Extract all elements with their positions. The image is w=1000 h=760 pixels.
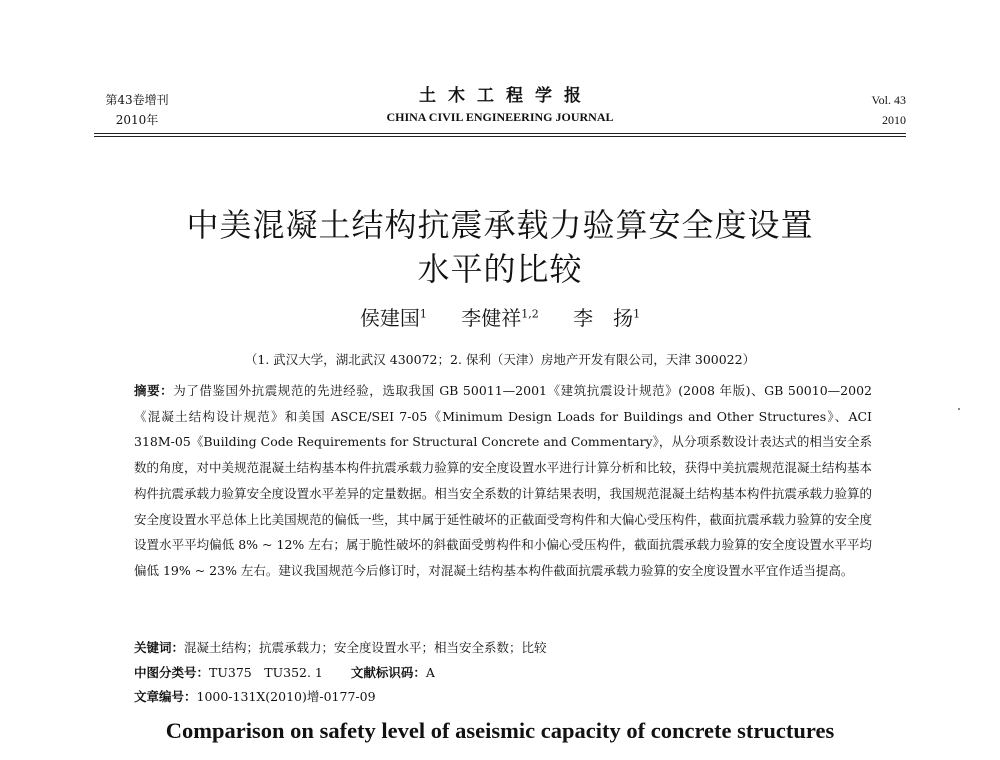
volume-line: 第43卷增刊 — [105, 93, 169, 107]
classification — [134, 663, 435, 683]
author-name: 李健祥 — [461, 306, 522, 330]
header-rule-top — [94, 133, 906, 134]
abstract — [134, 378, 872, 584]
author — [360, 306, 427, 330]
journal-name-cn: 土木工程学报 — [419, 86, 593, 106]
author — [461, 306, 539, 330]
author-list — [0, 302, 1000, 331]
header-rule-bottom — [94, 136, 906, 137]
author-affil-sup: 1,2 — [521, 307, 539, 321]
journal-header — [300, 84, 700, 126]
title-line-2: 水平的比较 — [417, 250, 583, 288]
abstract-label: 摘要： — [134, 383, 174, 398]
article-number — [134, 687, 376, 707]
english-title: Comparison on safety level of aseismic capacity of concrete structures — [165, 718, 835, 743]
keywords-text: 混凝土结构；抗震承载力；安全度设置水平；相当安全系数；比较 — [184, 640, 547, 655]
affiliations: （1. 武汉大学，湖北武汉 430072；2. 保利（天津）房地产开发有限公司，天津 300022） — [244, 352, 756, 367]
abstract-text: 为了借鉴国外抗震规范的先进经验，选取我国 GB 50011—2001《建筑抗震设计规范》(2008 年版)、GB 50010—2002《混凝土结构设计规范》和美国 ASCE/SEI 7-05《Minimum Design Loads for Buildings and Other Structures》、ACI 318M-05《Building Code Requirements for Structural Concrete and Commentary》，从分项系数设计表达式的相当安全系数的角度，对中美规范混凝土结构基本构件抗震承载力验算的安全度设置水平进行计算分析和比较，获得中美抗震规范混凝土结构基本构件抗震承载力验算安全度设置水平差异的定量数据。相当安全系数的计算结果表明，我国规范混凝土结构基本构件抗震承载力验算的安全度设置水平总体上比美国规范的偏低一些，其中属于延性破坏的正截面受弯构件和大偏心受压构件，截面抗震承载力验算的安全度设置水平平均偏低 8% ~ 12% 左右；属于脆性破坏的斜截面受剪构件和小偏心受压构件，截面抗震承载力验算的安全度设置水平平均偏低 19% ~ 23% 左右。建议我国规范今后修订时，对混凝土结构基本构件截面抗震承载力验算的安全度设置水平宜作适当提高。 — [134, 383, 872, 578]
article-number-text: 1000-131X(2010)增-0177-09 — [196, 689, 376, 704]
clc-label: 中图分类号： — [134, 665, 210, 680]
author-affil-sup: 1 — [419, 307, 427, 321]
doc-code: A — [425, 665, 435, 680]
keywords-label: 关键词： — [134, 640, 185, 655]
volume-info — [94, 90, 180, 130]
author-name: 李 扬 — [573, 306, 634, 330]
journal-name-en: CHINA CIVIL ENGINEERING JOURNAL — [386, 110, 614, 124]
year-line: 2010年 — [115, 113, 159, 127]
scan-speck — [958, 408, 960, 410]
article-number-label: 文章编号： — [134, 689, 197, 704]
volume-info-en — [872, 90, 906, 130]
doc-code-label: 文献标识码： — [350, 665, 426, 680]
paper-title — [80, 203, 920, 291]
author — [573, 306, 640, 330]
clc-codes: TU375 TU352. 1 — [209, 665, 323, 680]
year-en: 2010 — [882, 113, 906, 127]
author-affil-sup: 1 — [633, 307, 641, 321]
author-name: 侯建国 — [359, 306, 420, 330]
keywords — [134, 638, 547, 658]
volume-en: Vol. 43 — [871, 93, 906, 107]
title-line-1: 中美混凝土结构抗震承载力验算安全度设置 — [186, 206, 814, 244]
